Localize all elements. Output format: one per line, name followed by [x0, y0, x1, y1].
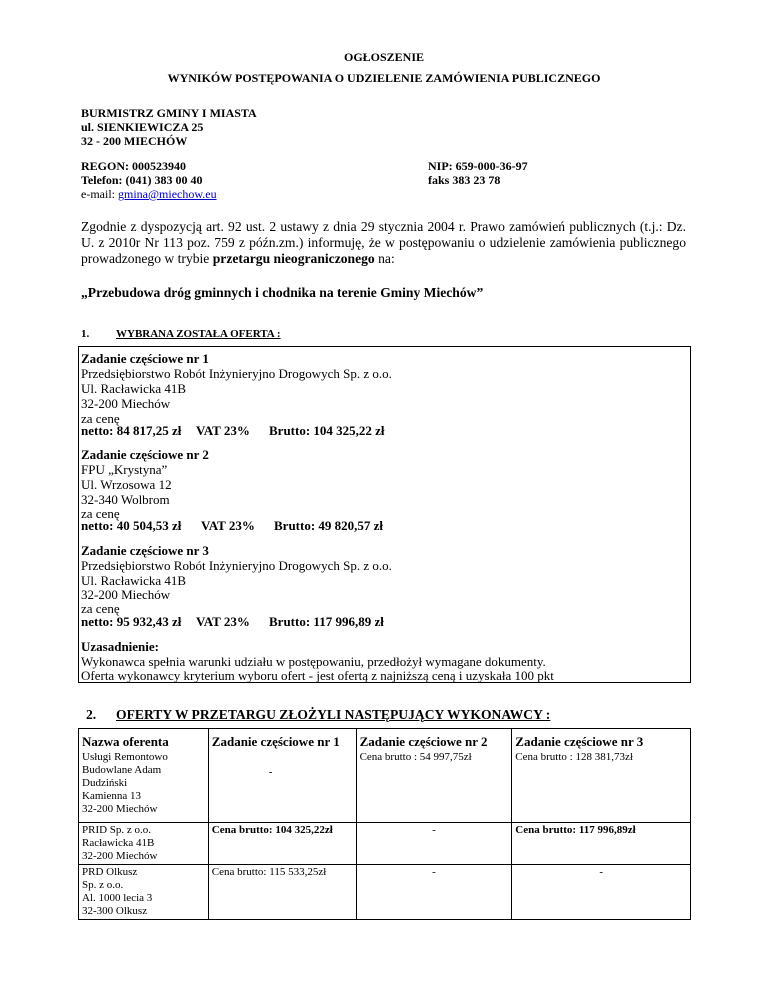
bidder-line: PRID Sp. z o.o.	[82, 823, 152, 836]
document-subtitle: WYNIKÓW POSTĘPOWANIA O UDZIELENIE ZAMÓWIENIA PUBLICZNEGO	[167, 71, 601, 85]
task3-netto: netto: 95 932,43 zł	[81, 614, 182, 629]
bidder-name-cell	[79, 750, 209, 822]
justification-line-2: Oferta wykonawcy kryterium wyboru ofert - jest ofertą z najniższą ceną i uzyskała 100 pkt	[81, 668, 554, 683]
task1-company: Przedsiębiorstwo Robót Inżynieryjno Drogowych Sp. z o.o.	[81, 366, 392, 381]
task3-price-label: za cenę	[81, 601, 120, 616]
bidder-line: Sp. z o.o.	[82, 878, 124, 891]
bidder-line: Budowlane Adam	[82, 764, 162, 776]
issuer-phone: Telefon: (041) 383 00 40	[81, 173, 203, 187]
document-title: OGŁOSZENIE	[343, 50, 425, 64]
table-header-row	[79, 729, 691, 751]
section2-title: OFERTY W PRZETARGU ZŁOŻYLI NASTĘPUJĄCY WYKONAWCY :	[116, 707, 551, 722]
task3-title: Zadanie częściowe nr 3	[81, 543, 209, 558]
issuer-city: 32 - 200 MIECHÓW	[81, 134, 188, 148]
issuer-street: ul. SIENKIEWICZA 25	[81, 120, 204, 134]
issuer-fax: faks 383 23 78	[428, 173, 501, 187]
header-task2: Zadanie częściowe nr 2	[356, 729, 512, 751]
bidder-line: Kamienna 13	[82, 790, 141, 802]
task3-price-cell: -	[512, 864, 691, 919]
task1-price-label: za cenę	[81, 411, 120, 426]
task3-price-cell: Cena brutto : 128 381,73zł	[512, 750, 691, 822]
task2-netto: netto: 40 504,53 zł	[81, 518, 182, 533]
task1-brutto: Brutto: 104 325,22 zł	[269, 423, 385, 438]
project-title: „Przebudowa dróg gminnych i chodnika na terenie Gminy Miechów”	[81, 285, 484, 300]
section1-title: WYBRANA ZOSTAŁA OFERTA :	[116, 328, 281, 340]
task2-title: Zadanie częściowe nr 2	[81, 447, 209, 462]
table-row	[79, 864, 691, 919]
procedure-mode: przetargu nieograniczonego	[212, 251, 375, 266]
task3-brutto: Brutto: 117 996,89 zł	[269, 614, 384, 629]
bidder-line: Dudziński	[82, 777, 128, 789]
task1-netto: netto: 84 817,25 zł	[81, 423, 182, 438]
intro-text: Zgodnie z dyspozycją art. 92 ust. 2 ustawy z dnia 29 stycznia 2004 r. Prawo zamówień publicznych (t.j.: Dz. U. z 2010r Nr 113 poz. 759 z późn.zm.) informuję, że w postępowaniu o udzielenie zamówienia publicznego prowadzonego w trybie	[81, 219, 686, 266]
task2-price-cell: -	[356, 822, 512, 864]
task2-price-cell: -	[356, 864, 512, 919]
table-row	[79, 822, 691, 864]
bidder-line: 32-200 Miechów	[82, 849, 158, 862]
table-row	[79, 750, 691, 822]
justification-line-1: Wykonawca spełnia warunki udziału w postępowaniu, przedłożył wymagane dokumenty.	[81, 654, 546, 669]
issuer-regon: REGON: 000523940	[81, 159, 186, 173]
task2-brutto: Brutto: 49 820,57 zł	[274, 518, 384, 533]
task2-company: FPU „Krystyna”	[81, 462, 168, 477]
task2-price-label: za cenę	[81, 506, 120, 521]
bidder-line: 32-200 Miechów	[82, 803, 158, 815]
header-bidder: Nazwa oferenta	[79, 729, 209, 751]
task2-vat: VAT 23%	[201, 518, 255, 533]
task2-price-cell: Cena brutto : 54 997,75zł	[356, 750, 512, 822]
issuer-name: BURMISTRZ GMINY I MIASTA	[81, 106, 257, 120]
email-label: e-mail:	[81, 187, 118, 201]
task3-street: Ul. Racławicka 41B	[81, 573, 187, 588]
bidder-name-cell	[79, 822, 209, 864]
task1-street: Ul. Racławicka 41B	[81, 381, 187, 396]
bidder-line: Al. 1000 lecia 3	[82, 891, 153, 904]
bidder-name-cell	[79, 864, 209, 919]
bidder-line: Racławicka 41B	[82, 836, 155, 849]
task2-street: Ul. Wrzosowa 12	[81, 477, 172, 492]
offers-table	[78, 728, 691, 920]
justification-title: Uzasadnienie:	[81, 639, 159, 654]
bidder-line: 32-300 Olkusz	[82, 904, 148, 917]
task1-title: Zadanie częściowe nr 1	[81, 351, 209, 366]
header-task3: Zadanie częściowe nr 3	[512, 729, 691, 751]
email-link[interactable]: gmina@miechow.eu	[117, 187, 217, 201]
task3-price-cell: Cena brutto: 117 996,89zł	[512, 822, 691, 864]
task1-price-cell: Cena brutto: 104 325,22zł	[208, 822, 356, 864]
task1-price-cell: Cena brutto: 115 533,25zł	[208, 864, 356, 919]
bidder-line: PRD Olkusz	[82, 865, 138, 878]
issuer-nip: NIP: 659-000-36-97	[428, 159, 528, 173]
issuer-email-line	[81, 187, 217, 201]
task3-vat: VAT 23%	[196, 614, 250, 629]
header-task1: Zadanie częściowe nr 1	[208, 729, 356, 751]
task2-city: 32-340 Wolbrom	[81, 492, 170, 507]
intro-end: na:	[374, 251, 395, 266]
section1-number: 1.	[81, 328, 90, 340]
section2-number: 2.	[86, 707, 97, 722]
task1-vat: VAT 23%	[196, 423, 250, 438]
intro-paragraph	[81, 219, 686, 267]
task3-company: Przedsiębiorstwo Robót Inżynieryjno Drogowych Sp. z o.o.	[81, 558, 392, 573]
task1-price-cell: -	[208, 750, 356, 822]
bidder-line: Usługi Remontowo	[82, 751, 168, 763]
task3-city: 32-200 Miechów	[81, 587, 171, 602]
task1-city: 32-200 Miechów	[81, 396, 171, 411]
